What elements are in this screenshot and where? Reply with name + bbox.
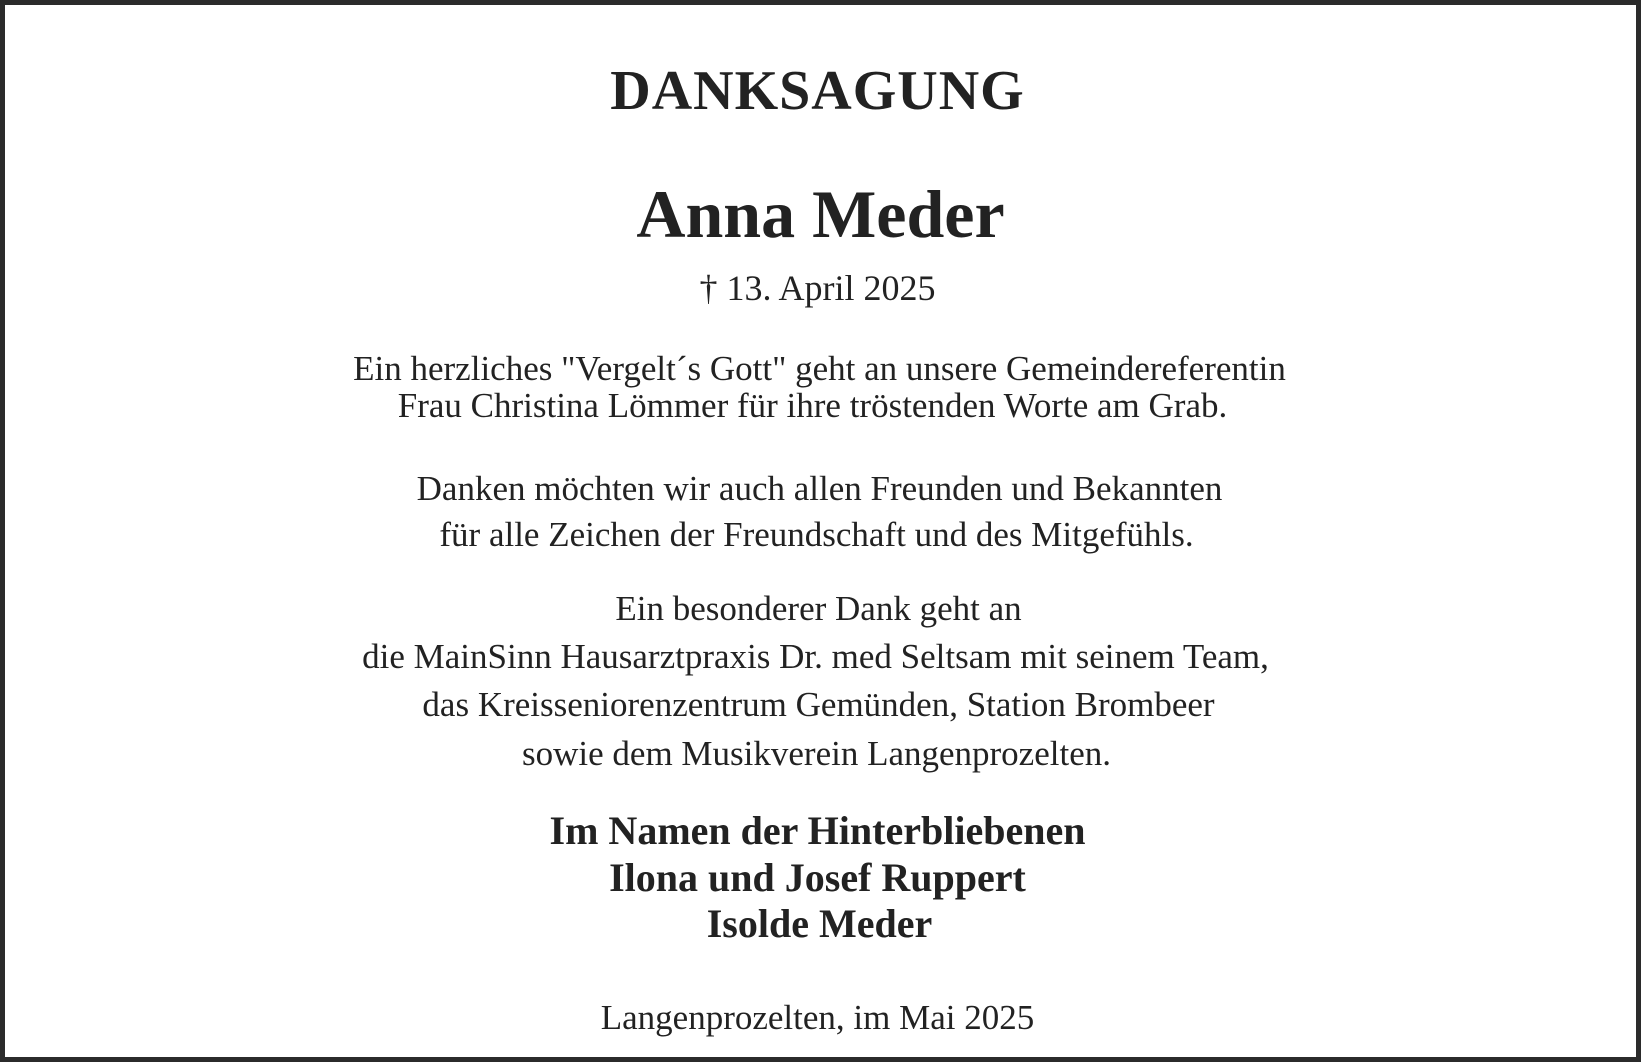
paragraph3-line: Ein besonderer Dank geht an <box>615 589 1022 628</box>
signature-line: Ilona und Josef Ruppert <box>609 855 1026 900</box>
paragraph3-line: sowie dem Musikverein Langenprozelten. <box>522 734 1111 773</box>
paragraph1-line: Ein herzliches "Vergelt´s Gott" geht an unsere Gemeindereferentin <box>353 349 1286 388</box>
deceased-name: Anna Meder <box>636 176 1005 252</box>
death-date: † 13. April 2025 <box>699 268 936 308</box>
signature-line: Isolde Meder <box>706 901 933 946</box>
notice-heading: DANKSAGUNG <box>610 60 1025 122</box>
paragraph2-line: Danken möchten wir auch allen Freunden und Bekannten <box>416 469 1223 508</box>
paragraph3-line: die MainSinn Hausarztpraxis Dr. med Seltsam mit seinem Team, <box>362 637 1269 676</box>
paragraph2-line: für alle Zeichen der Freundschaft und des Mitgefühls. <box>439 515 1194 554</box>
paragraph3-line: das Kreisseniorenzentrum Gemünden, Station Brombeer <box>422 685 1215 724</box>
paragraph1-line: Frau Christina Lömmer für ihre tröstenden Worte am Grab. <box>397 386 1228 425</box>
place-and-date: Langenprozelten, im Mai 2025 <box>600 998 1035 1037</box>
signature-line: Im Namen der Hinterbliebenen <box>549 808 1086 853</box>
